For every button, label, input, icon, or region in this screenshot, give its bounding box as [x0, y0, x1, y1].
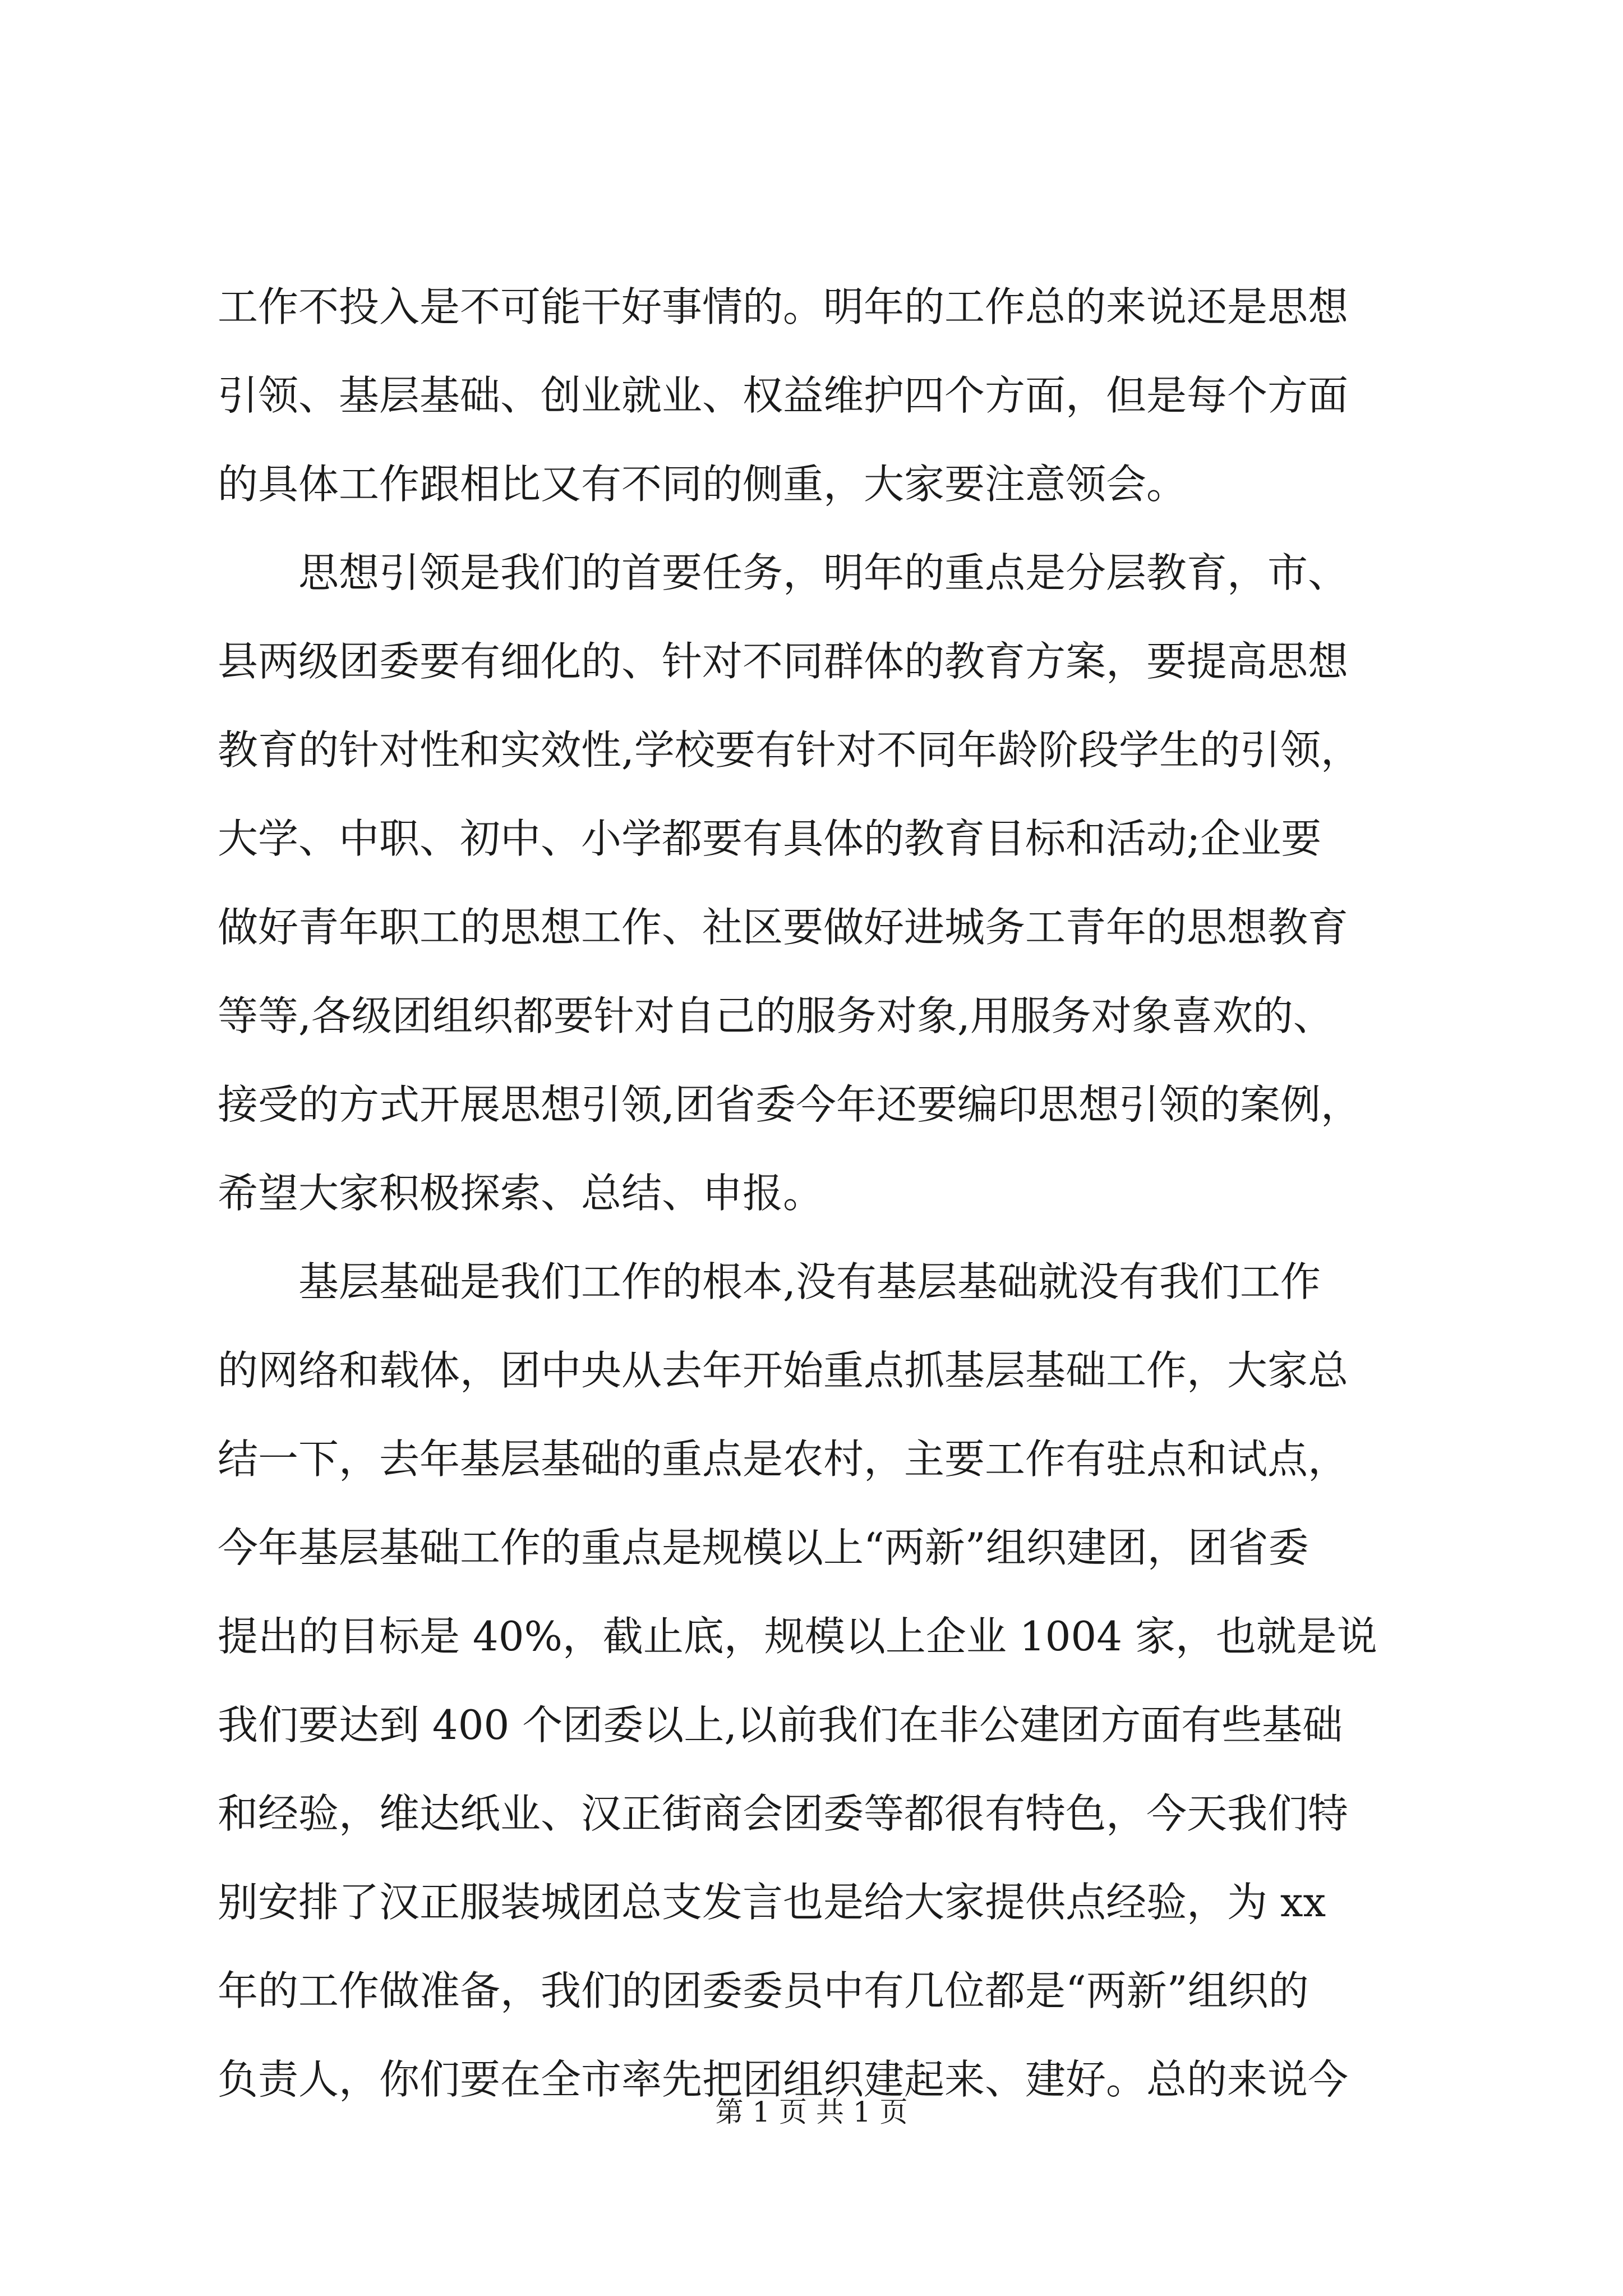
- text-line: 提出的目标是 40%，截止底，规模以上企业 1004 家，也就是说: [218, 1613, 1377, 1660]
- text-line: 思想引领是我们的首要任务，明年的重点是分层教育，市、: [218, 549, 1349, 596]
- text-line: 和经验，维达纸业、汉正街商会团委等都很有特色，今天我们特: [218, 1790, 1349, 1837]
- text-line: 今年基层基础工作的重点是规模以上“两新”组织建团，团省委: [218, 1524, 1309, 1571]
- text-line: 的具体工作跟相比又有不同的侧重，大家要注意领会。: [218, 461, 1187, 508]
- text-line: 大学、中职、初中、小学都要有具体的教育目标和活动;企业要: [218, 815, 1322, 862]
- text-line: 基层基础是我们工作的根本,没有基层基础就没有我们工作: [218, 1258, 1321, 1305]
- text-line: 工作不投入是不可能干好事情的。明年的工作总的来说还是思想: [218, 283, 1349, 330]
- text-line: 希望大家积极探索、总结、申报。: [218, 1170, 824, 1217]
- page-number-footer: 第 1 页 共 1 页: [715, 2096, 908, 2128]
- text-line: 负责人，你们要在全市率先把团组织建起来、建好。总的来说今: [218, 2056, 1349, 2103]
- text-line: 接受的方式开展思想引领,团省委今年还要编印思想引领的案例，: [218, 1081, 1361, 1128]
- text-line: 引领、基层基础、创业就业、权益维护四个方面，但是每个方面: [218, 372, 1349, 419]
- text-line: 年的工作做准备，我们的团委委员中有几位都是“两新”组织的: [218, 1967, 1309, 2014]
- text-line: 结一下，去年基层基础的重点是农村，主要工作有驻点和试点，: [218, 1435, 1349, 1483]
- text-line: 别安排了汉正服装城团总支发言也是给大家提供点经验，为 xx: [218, 1879, 1326, 1926]
- text-line: 的网络和载体，团中央从去年开始重点抓基层基础工作，大家总: [218, 1347, 1349, 1394]
- text-line: 等等,各级团组织都要针对自己的服务对象,用服务对象喜欢的、: [218, 992, 1334, 1039]
- text-line: 县两级团委要有细化的、针对不同群体的教育方案，要提高思想: [218, 638, 1349, 685]
- text-line: 教育的针对性和实效性,学校要有针对不同年龄阶段学生的引领，: [218, 726, 1361, 774]
- text-line: 做好青年职工的思想工作、社区要做好进城务工青年的思想教育: [218, 904, 1349, 951]
- text-line: 我们要达到 400 个团委以上,以前我们在非公建团方面有些基础: [218, 1701, 1343, 1749]
